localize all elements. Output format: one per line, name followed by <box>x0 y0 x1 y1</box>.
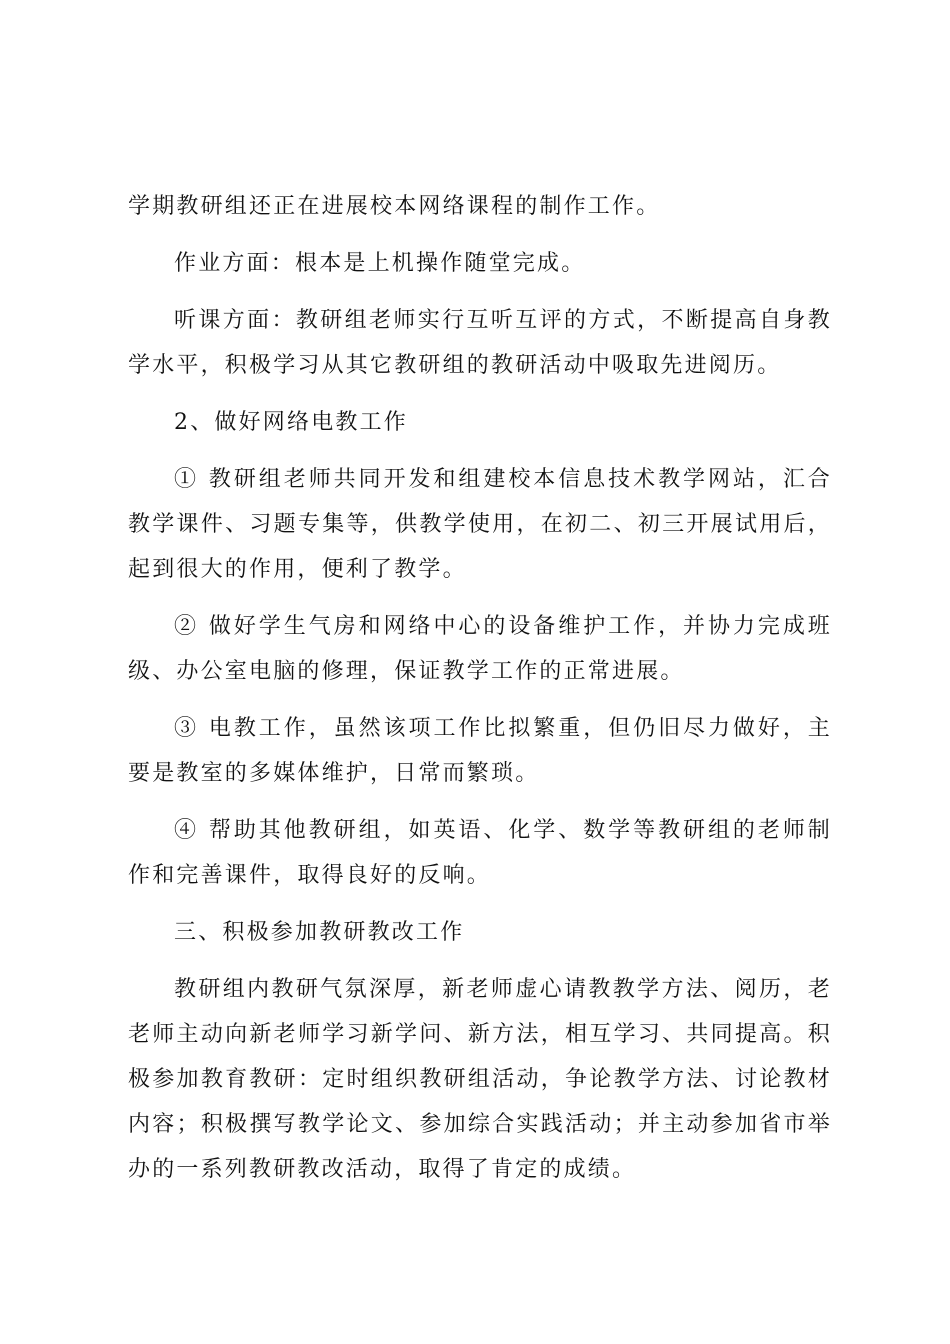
list-item-3: ③ 电教工作，虽然该项工作比拟繁重，但仍旧尽力做好，主要是教室的多媒体维护，日常而繁琐。 <box>128 716 832 786</box>
list-item-2: ② 做好学生气房和网络中心的设备维护工作，并协力完成班级、办公室电脑的修理，保证教学工作的正常进展。 <box>128 614 832 684</box>
list-item-4: ④ 帮助其他教研组，如英语、化学、数学等教研组的老师制作和完善课件，取得良好的反响。 <box>128 818 832 888</box>
paragraph-research: 教研组内教研气氛深厚，新老师虚心请教教学方法、阅历，老老师主动向新老师学习新学问、新方法，相互学习、共同提高。积极参加教育教研：定时组织教研组活动，争论教学方法、讨论教材内容；积极撰写教学论文、参加综合实践活动；并主动参加省市举办的一系列教研教改活动，取得了肯定的成绩。 <box>128 977 832 1182</box>
paragraph-lesson-observation: 听课方面：教研组老师实行互听互评的方式，不断提高自身教学水平，积极学习从其它教研组的教研活动中吸取先进阅历。 <box>128 308 832 378</box>
list-item-1: ① 教研组老师共同开发和组建校本信息技术教学网站，汇合教学课件、习题专集等，供教学使用，在初二、初三开展试用后，起到很大的作用，便利了教学。 <box>128 467 832 582</box>
section-heading-network-av: 2、做好网络电教工作 <box>174 410 408 435</box>
paragraph-continuation: 学期教研组还正在进展校本网络课程的制作工作。 <box>128 194 661 219</box>
section-heading-research: 三、积极参加教研教改工作 <box>174 920 465 945</box>
document-body <box>128 184 832 1204</box>
paragraph-homework: 作业方面：根本是上机操作随堂完成。 <box>174 251 586 276</box>
